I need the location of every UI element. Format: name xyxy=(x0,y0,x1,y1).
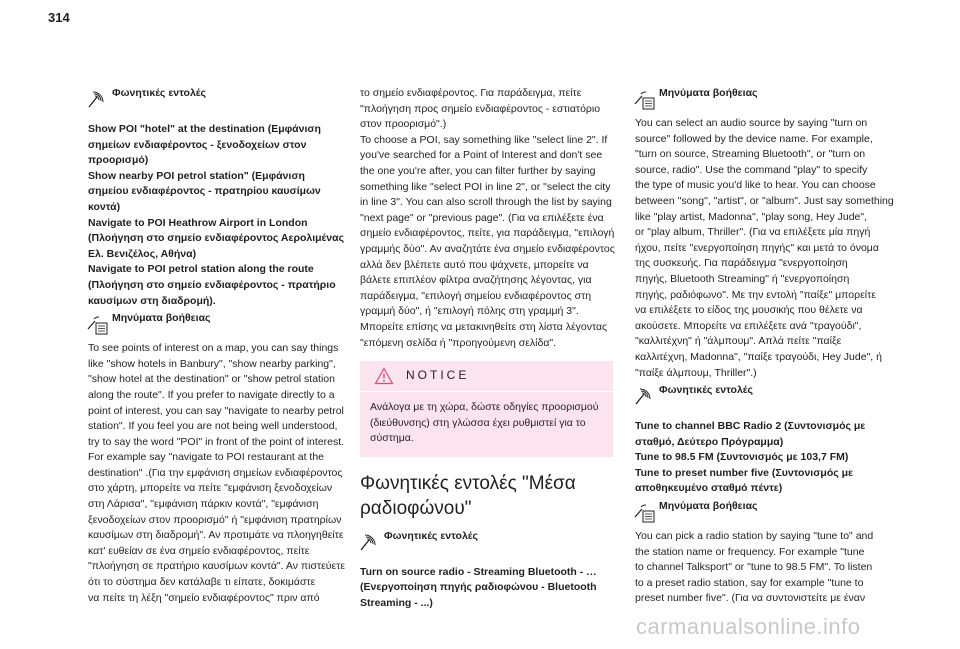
warning-triangle-icon xyxy=(374,367,394,385)
column-1 xyxy=(88,86,348,606)
voice-commands-text: Show POI "hotel" at the destination (Εμφάνιση σημείων ενδιαφέροντος - ξενοδοχείων στον προορισμό) Show nearby POI petrol station" (Εμφάνιση σημείου ενδιαφέροντος - πρατηρίου καυσίμων κοντά) Navigate to POI Heathrow Airport in London (Πλοήγηση στο σημείο ενδιαφέροντος Αερολιμένας Ελ. Βενιζέλος, Αθήνα) Navigate to POI petrol station along the route (Πλοήγηση στο σημείο ενδιαφέροντος - πρατήριο καυσίμων στη διαδρομή). xyxy=(88,123,345,307)
voice-command-label: Φωνητικές εντολές xyxy=(659,384,753,397)
notice-header xyxy=(360,361,613,392)
help-message-heading xyxy=(88,311,348,335)
help-message-label: Μηνύματα βοήθειας xyxy=(659,87,758,99)
help-message-label: Μηνύματα βοήθειας xyxy=(112,312,211,325)
help-message-icon xyxy=(633,501,655,523)
notice-text: Ανάλογα με τη χώρα, δώστε οδηγίες προορισμού (διεύθυνσης) στη γλώσσα έχει ρυθμιστεί για το σύστημα. xyxy=(370,401,599,445)
help-message-label: Μηνύματα βοήθειας xyxy=(659,500,758,513)
help-message-text: To see points of interest on a map, you can say things like "show hotels in Banbury", "show nearby parking", "show hotel at the destination" or "show petrol station along the route". If you prefer to navigate directly to a point of interest, you can say "navigate to nearby petrol station". If you feel you are not being well understood, try to say the word "POI" in front of the point of interest. For example say "navigate to POI restaurant at the destination" .(Για την εμφάνιση σημείων ενδιαφέροντος στο χάρτη, μπορείτε να πείτε "εμφάνιση ξενοδοχείων στη Λάρισα", "εμφάνιση πάρκιν κοντά", "εμφάνιση ξενοδοχείων στον προορισμό" ή "εμφάνιση πρατηρίων καυσίμων στη διαδρομή". Αν προτιμάτε να πλοηγηθείτε κατ' ευθείαν σε ένα σημείο ενδιαφέροντος, πείτε "πλοήγηση σε πρατήριο καυσίμων κοντά". Αν πιστεύετε ότι το σύστημα δεν κατάλαβε τι είπατε, δοκιμάστε να πείτε τη λέξη "σημείο ενδιαφέροντος" πριν από xyxy=(88,342,346,604)
column-2 xyxy=(360,86,620,612)
voice-command-label: Φωνητικές εντολές xyxy=(384,529,478,542)
help-message-text: You can pick a radio station by saying "tune to" and the station name or frequency. For example "tune to channel Talksport" or "tune to 98.5 FM". To listen to a preset radio station, say for example "tune to preset number five". (Για να συντονιστείτε με έναν xyxy=(635,530,874,605)
help-message-icon xyxy=(86,313,108,335)
section-title: Φωνητικές εντολές "Μέσα ραδιοφώνου" xyxy=(360,472,576,519)
voice-command-icon xyxy=(633,385,655,407)
voice-commands-text: Turn on source radio - Streaming Bluetooth - … (Ενεργοποίηση πηγής ραδιοφώνου - Bluetooth Streaming - ...) xyxy=(360,565,597,610)
voice-command-icon xyxy=(358,531,380,553)
notice-box xyxy=(360,361,613,457)
voice-command-heading xyxy=(88,86,348,110)
voice-command-heading xyxy=(360,529,620,553)
column-3 xyxy=(635,86,895,607)
help-message-heading xyxy=(635,86,895,110)
voice-command-label: Φωνητικές εντολές xyxy=(112,87,206,99)
help-message-icon xyxy=(633,88,655,110)
help-message-text: You can select an audio source by saying "turn on source" followed by the device name. For example, "turn on source, Streaming Bluetooth", or "turn on source, radio". Use the command "play" to specify the type of music you'd like to hear. You can choose between "song", "artist", or "album". Just say something like "play artist, Madonna", "play song, Hey Jude", or "play album, Thriller". (Για να επιλέξετε μία πηγή ήχου, πείτε "ενεργοποίηση πηγής" και μετά το όνομα της συσκευής. Για παράδειγμα "ενεργοποίηση πηγής, Bluetooth Streaming" ή "ενεργοποίηση πηγής, ραδιόφωνο". Με την εντολή "παίξε" μπορείτε να επιλέξετε το είδος της μουσικής που θέλετε να ακούσετε. Μπορείτε να επιλέξετε ανά "τραγούδι", "καλλιτέχνη" ή "άλμπουμ". Απλά πείτε "παίξε καλλιτέχνη, Madonna", "παίξε τραγούδι, Hey Jude", ή "παίξε άλμπουμ, Thriller".) xyxy=(635,117,894,379)
voice-command-icon xyxy=(86,88,108,110)
poi-selection-text: το σημείο ενδιαφέροντος. Για παράδειγμα, πείτε "πλοήγηση προς σημείο ενδιαφέροντος - εστιατόριο στον προορισμό".) To choose a POI, say something like "select line 2". If you've searched for a Point of Interest and don't see the one you're after, you can filter further by saying something like "select POI in line 2", or "select the city in line 3". You can also scroll through the list by saying "next page" or "previous page". (Για να επιλέξετε ένα σημείο ενδιαφέροντος, πείτε, για παράδειγμα, "επιλογή γραμμής δύο". Αν αναζητάτε ένα σημείο ενδιαφέροντος αλλά δεν βλέπετε αυτό που ψάχνετε, μπορείτε να βάλετε επιπλέον φίλτρα αναζήτησης λέγοντας, για παράδειγμα, "επιλογή σημείου ενδιαφέροντος στη γραμμή δύο", ή "επιλογή πόλης στη γραμμή 3". Μπορείτε επίσης να μετακινηθείτε στη λίστα λέγοντας "επόμενη σελίδα ή "προηγούμενη σελίδα". xyxy=(360,87,615,349)
help-message-heading xyxy=(635,499,895,523)
notice-title: NOTICE xyxy=(406,368,470,383)
page-number: 314 xyxy=(48,10,70,25)
voice-commands-text: Tune to channel BBC Radio 2 (Συντονισμός με σταθμό, Δεύτερο Πρόγραμμα) Tune to 98.5 FM (Συντονισμός με 103,7 FM) Tune to preset number five (Συντονισμός με αποθηκευμένο σταθμό πέντε) xyxy=(635,420,866,495)
watermark: carmanualsonline.info xyxy=(636,614,861,639)
voice-command-heading xyxy=(635,383,895,407)
